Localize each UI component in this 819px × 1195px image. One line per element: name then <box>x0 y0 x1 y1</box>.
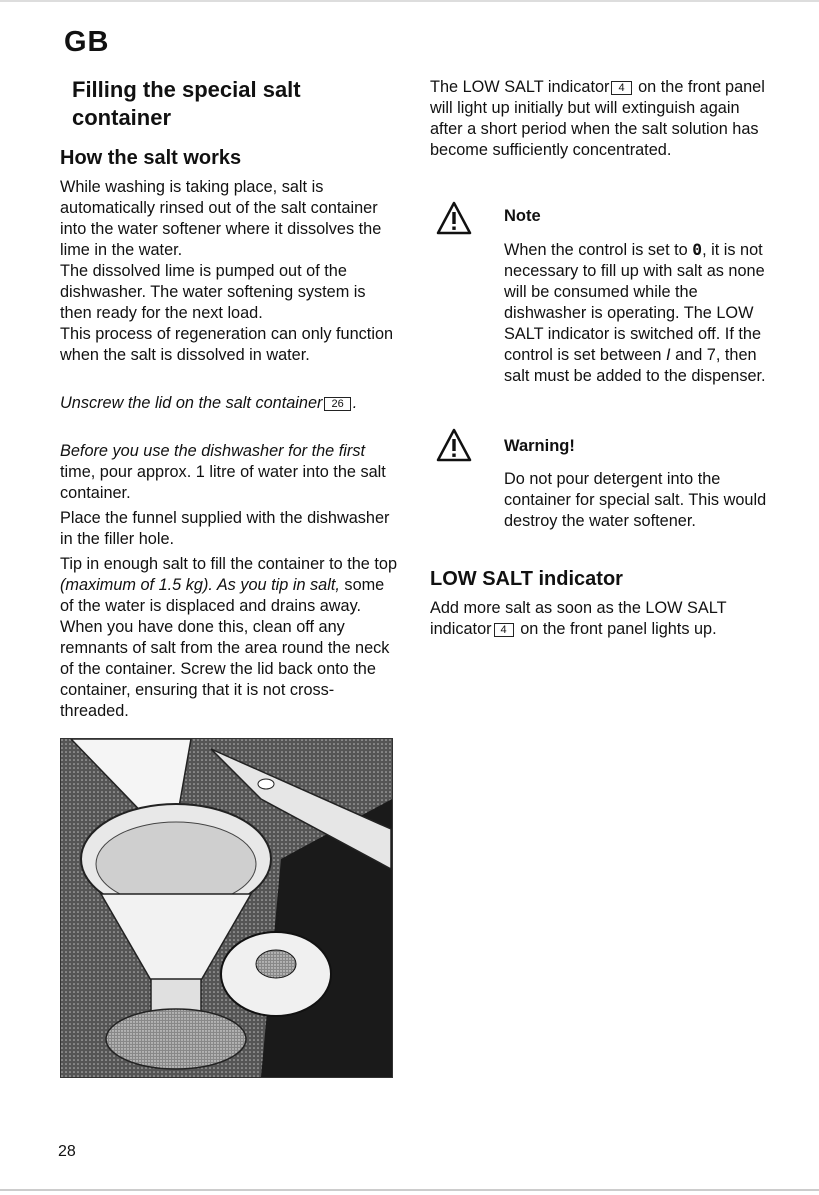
language-code: GB <box>64 26 110 58</box>
funnel-illustration <box>61 739 392 1077</box>
p1-text: While washing is taking place, salt is automatically rinsed out of the salt container into the water softener where it dissolves the lime in the water. <box>60 178 382 259</box>
low-salt-body <box>430 598 775 640</box>
title-line-2: container <box>72 105 172 130</box>
low-salt-heading: LOW SALT indicator <box>430 568 623 590</box>
tip-a: Tip in enough salt to fill the container to the top <box>60 555 397 573</box>
note-label: Note <box>504 207 541 225</box>
warning-triangle-icon <box>436 200 472 236</box>
note-text <box>504 239 769 387</box>
symbol-1: I <box>666 346 671 364</box>
page-number: 28 <box>58 1143 76 1160</box>
salt-filling-photo <box>60 738 393 1078</box>
p3-text: This process of regeneration can only function when the salt is dissolved in water. <box>60 325 394 364</box>
before-italic: Before you use the dishwasher for the first <box>60 442 365 460</box>
paragraph-lime-pumped <box>60 261 398 324</box>
symbol-0: 0 <box>692 240 703 259</box>
subtitle: How the salt works <box>60 147 242 169</box>
symbol-7: 7 <box>706 346 716 364</box>
paragraph-funnel <box>60 508 398 550</box>
low-a: The LOW SALT indicator <box>430 78 610 96</box>
add-a: Add more salt as soon as the LOW SALT indicator <box>430 599 727 638</box>
note-and: and <box>675 346 703 364</box>
paragraph-regeneration <box>60 324 398 366</box>
paragraph-low-salt-initial <box>430 77 770 161</box>
right-intro <box>430 77 770 161</box>
p2-text: The dissolved lime is pumped out of the dishwasher. The water softening system is then ready for the next load. <box>60 262 366 322</box>
warning-text: Do not pour detergent into the container for special salt. This would destroy the water softener. <box>504 470 767 530</box>
ref-box-4b: 4 <box>494 623 514 637</box>
tip-b: some of the water is displaced and drains away. When you have done this, clean off any remnants of salt from the area round the neck of the container. Screw the lid back onto the container, ensuring that it is not cross-threaded. <box>60 576 390 720</box>
before-rest: time, pour approx. 1 litre of water into the salt container. <box>60 463 386 502</box>
add-b: on the front panel lights up. <box>520 620 717 638</box>
ref-box-4: 4 <box>611 81 631 95</box>
paragraph-tip-salt <box>60 554 398 722</box>
bottom-rule <box>0 1189 819 1191</box>
note-c: , then salt must be added to the dispenser. <box>504 346 766 385</box>
warning-label: Warning! <box>504 437 575 455</box>
paragraph-before-use <box>60 441 398 504</box>
section-title <box>72 76 402 132</box>
paragraph-unscrew: Unscrew the lid on the salt container 26 . <box>60 394 358 412</box>
paragraph-salt-rinse <box>60 177 398 261</box>
warning-triangle-icon <box>436 427 472 463</box>
top-rule <box>0 0 819 2</box>
note-icon-wrap <box>436 200 472 241</box>
note-a: When the control is set to <box>504 241 688 259</box>
low-b: on the front panel will light up initially but will extinguish again after a short period when the salt solution has become sufficiently concentrated. <box>430 78 765 159</box>
unscrew-text: Unscrew the lid on the salt container <box>60 394 323 412</box>
ref-box-26: 26 <box>324 397 350 411</box>
tip-italic: (maximum of 1.5 kg). As you tip in salt, <box>60 576 340 594</box>
note-b: , it is not necessary to fill up with salt as none will be consumed while the dishwasher is operating. The LOW SALT indicator is switched off. If the control is set between <box>504 241 765 364</box>
left-body <box>60 177 398 722</box>
funnel-text: Place the funnel supplied with the dishwasher in the filler hole. <box>60 509 390 548</box>
title-line-1: Filling the special salt <box>72 77 301 102</box>
warning-icon-wrap <box>436 427 472 468</box>
